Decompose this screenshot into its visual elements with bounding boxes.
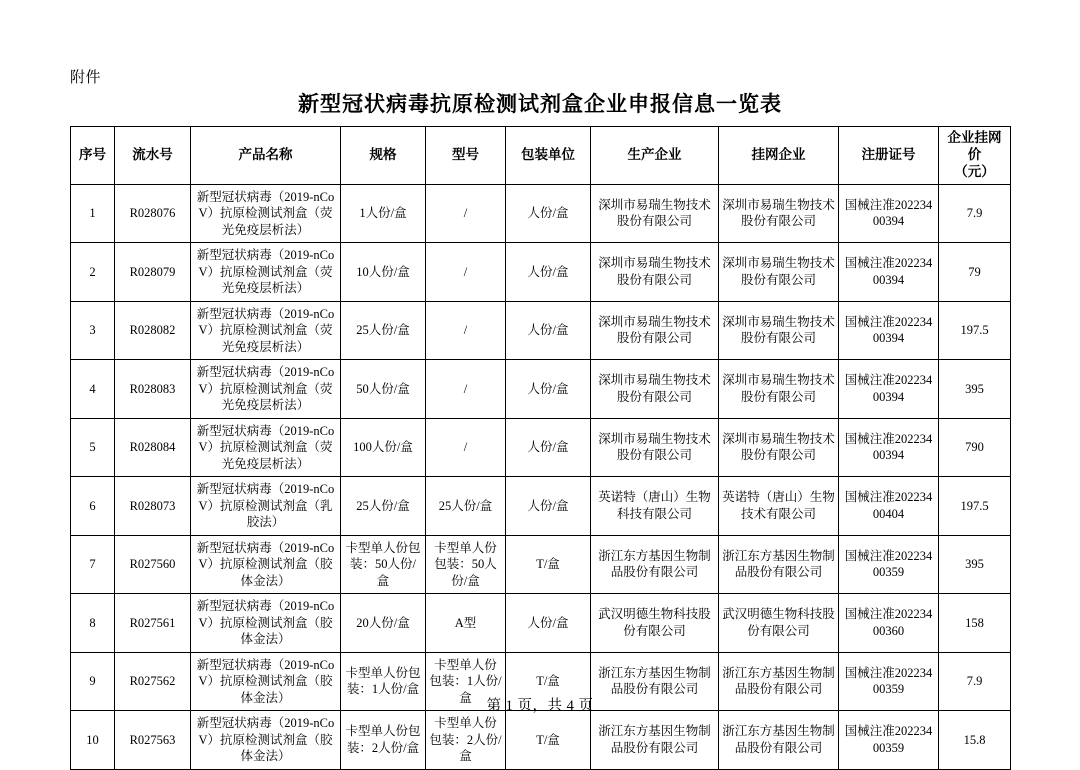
column-header-model: 型号 [426,127,506,185]
cell-model: A型 [426,594,506,653]
cell-model: 卡型单人份包装：1人份/盒 [426,652,506,711]
attachment-label: 附件 [70,70,102,86]
cell-registration: 国械注准20223400359 [839,652,939,711]
column-header-index: 序号 [71,127,115,185]
cell-serial: R027562 [115,652,191,711]
cell-lister: 英诺特（唐山）生物技术有限公司 [719,477,839,536]
cell-serial: R028084 [115,418,191,477]
cell-serial: R027563 [115,711,191,770]
cell-lister: 浙江东方基因生物制品股份有限公司 [719,652,839,711]
cell-product: 新型冠状病毒（2019-nCoV）抗原检测试剂盒（胶体金法） [191,652,341,711]
cell-lister: 深圳市易瑞生物技术股份有限公司 [719,360,839,419]
cell-index: 3 [71,301,115,360]
table-row [71,418,1011,477]
cell-product: 新型冠状病毒（2019-nCoV）抗原检测试剂盒（胶体金法） [191,535,341,594]
cell-pack-unit: 人份/盒 [506,594,591,653]
declaration-table-container [70,126,1010,770]
cell-manufacturer: 英诺特（唐山）生物科技有限公司 [591,477,719,536]
cell-spec: 1人份/盒 [341,184,426,243]
table-row [71,711,1011,770]
cell-pack-unit: 人份/盒 [506,184,591,243]
cell-spec: 卡型单人份包装：1人份/盒 [341,652,426,711]
cell-model: 卡型单人份包装：2人份/盒 [426,711,506,770]
cell-pack-unit: 人份/盒 [506,301,591,360]
column-header-lister: 挂网企业 [719,127,839,185]
cell-price: 790 [939,418,1011,477]
cell-lister: 深圳市易瑞生物技术股份有限公司 [719,301,839,360]
cell-serial: R028079 [115,243,191,302]
cell-spec: 20人份/盒 [341,594,426,653]
cell-lister: 武汉明德生物科技股份有限公司 [719,594,839,653]
cell-registration: 国械注准20223400359 [839,711,939,770]
cell-serial: R028082 [115,301,191,360]
table-header-row [71,127,1011,185]
cell-pack-unit: T/盒 [506,652,591,711]
cell-pack-unit: 人份/盒 [506,477,591,536]
cell-serial: R028083 [115,360,191,419]
cell-pack-unit: T/盒 [506,711,591,770]
column-header-serial: 流水号 [115,127,191,185]
column-header-manufacturer: 生产企业 [591,127,719,185]
cell-model: / [426,360,506,419]
cell-registration: 国械注准20223400359 [839,535,939,594]
cell-lister: 浙江东方基因生物制品股份有限公司 [719,711,839,770]
cell-index: 2 [71,243,115,302]
cell-manufacturer: 浙江东方基因生物制品股份有限公司 [591,652,719,711]
cell-index: 5 [71,418,115,477]
cell-serial: R028076 [115,184,191,243]
declaration-table [70,126,1011,770]
cell-price: 395 [939,535,1011,594]
cell-spec: 卡型单人份包装：50人份/盒 [341,535,426,594]
cell-product: 新型冠状病毒（2019-nCoV）抗原检测试剂盒（荧光免疫层析法） [191,418,341,477]
cell-spec: 10人份/盒 [341,243,426,302]
cell-model: / [426,184,506,243]
cell-serial: R028073 [115,477,191,536]
cell-registration: 国械注准20223400394 [839,360,939,419]
cell-index: 6 [71,477,115,536]
table-row [71,243,1011,302]
cell-product: 新型冠状病毒（2019-nCoV）抗原检测试剂盒（荧光免疫层析法） [191,360,341,419]
cell-model: / [426,418,506,477]
cell-manufacturer: 深圳市易瑞生物技术股份有限公司 [591,301,719,360]
cell-price: 395 [939,360,1011,419]
table-row [71,594,1011,653]
cell-registration: 国械注准20223400360 [839,594,939,653]
cell-product: 新型冠状病毒（2019-nCoV）抗原检测试剂盒（荧光免疫层析法） [191,184,341,243]
column-header-pack-unit: 包装单位 [506,127,591,185]
cell-index: 4 [71,360,115,419]
cell-registration: 国械注准20223400394 [839,418,939,477]
cell-price: 7.9 [939,184,1011,243]
cell-serial: R027560 [115,535,191,594]
cell-product: 新型冠状病毒（2019-nCoV）抗原检测试剂盒（荧光免疫层析法） [191,243,341,302]
cell-spec: 25人份/盒 [341,477,426,536]
column-header-price-line2: （元） [954,163,995,179]
cell-price: 158 [939,594,1011,653]
cell-registration: 国械注准20223400394 [839,243,939,302]
cell-manufacturer: 浙江东方基因生物制品股份有限公司 [591,535,719,594]
cell-lister: 深圳市易瑞生物技术股份有限公司 [719,243,839,302]
cell-pack-unit: 人份/盒 [506,243,591,302]
cell-manufacturer: 深圳市易瑞生物技术股份有限公司 [591,184,719,243]
cell-spec: 25人份/盒 [341,301,426,360]
column-header-spec: 规格 [341,127,426,185]
cell-serial: R027561 [115,594,191,653]
table-row [71,184,1011,243]
cell-price: 197.5 [939,477,1011,536]
cell-model: / [426,301,506,360]
table-row [71,360,1011,419]
cell-lister: 深圳市易瑞生物技术股份有限公司 [719,184,839,243]
cell-model: 25人份/盒 [426,477,506,536]
cell-index: 1 [71,184,115,243]
cell-price: 7.9 [939,652,1011,711]
cell-index: 9 [71,652,115,711]
cell-spec: 卡型单人份包装：2人份/盒 [341,711,426,770]
cell-model: 卡型单人份包装：50人份/盒 [426,535,506,594]
page-footer: 第 1 页，共 4 页 [486,698,594,714]
table-row [71,477,1011,536]
table-row [71,301,1011,360]
cell-spec: 100人份/盒 [341,418,426,477]
cell-product: 新型冠状病毒（2019-nCoV）抗原检测试剂盒（胶体金法） [191,594,341,653]
cell-registration: 国械注准20223400394 [839,184,939,243]
cell-manufacturer: 浙江东方基因生物制品股份有限公司 [591,711,719,770]
cell-product: 新型冠状病毒（2019-nCoV）抗原检测试剂盒（荧光免疫层析法） [191,301,341,360]
cell-model: / [426,243,506,302]
cell-manufacturer: 深圳市易瑞生物技术股份有限公司 [591,243,719,302]
column-header-product: 产品名称 [191,127,341,185]
column-header-registration: 注册证号 [839,127,939,185]
cell-price: 197.5 [939,301,1011,360]
cell-lister: 深圳市易瑞生物技术股份有限公司 [719,418,839,477]
cell-spec: 50人份/盒 [341,360,426,419]
cell-pack-unit: 人份/盒 [506,360,591,419]
cell-manufacturer: 深圳市易瑞生物技术股份有限公司 [591,360,719,419]
page-title: 新型冠状病毒抗原检测试剂盒企业申报信息一览表 [298,92,782,116]
table-row [71,535,1011,594]
cell-registration: 国械注准20223400394 [839,301,939,360]
column-header-price [939,127,1011,185]
cell-pack-unit: 人份/盒 [506,418,591,477]
cell-lister: 浙江东方基因生物制品股份有限公司 [719,535,839,594]
cell-product: 新型冠状病毒（2019-nCoV）抗原检测试剂盒（胶体金法） [191,711,341,770]
cell-price: 79 [939,243,1011,302]
cell-manufacturer: 深圳市易瑞生物技术股份有限公司 [591,418,719,477]
cell-product: 新型冠状病毒（2019-nCoV）抗原检测试剂盒（乳胶法） [191,477,341,536]
cell-index: 8 [71,594,115,653]
cell-registration: 国械注准20223400404 [839,477,939,536]
cell-index: 7 [71,535,115,594]
cell-price: 15.8 [939,711,1011,770]
cell-pack-unit: T/盒 [506,535,591,594]
cell-index: 10 [71,711,115,770]
column-header-price-line1: 企业挂网价 [947,130,1002,162]
cell-manufacturer: 武汉明德生物科技股份有限公司 [591,594,719,653]
